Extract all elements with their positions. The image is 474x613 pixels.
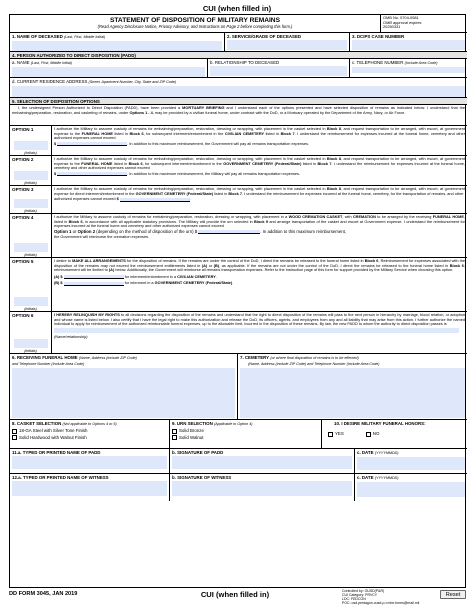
cemetery-cell: 7. CEMETERY (or where final disposition of remains is to be effected) (Name, Address (include ZIP Code) and Telephone Number (Include Area Code) (238, 354, 467, 420)
urn-bronze-checkbox[interactable] (172, 429, 177, 434)
option2-initials-field[interactable] (14, 171, 48, 180)
relationship-field[interactable] (210, 66, 347, 76)
option2-label-cell: OPTION 2 (Initials) (10, 156, 52, 186)
form-subtitle: (Read Agency Disclosure Notice, Privacy Advisory, and Instructions on Page 2 before completing this form.) (97, 24, 293, 29)
dcips-cell (350, 33, 467, 52)
option1-label-cell: OPTION 1 (Initials) (10, 126, 52, 156)
padd-date-field[interactable] (357, 457, 465, 470)
section5-heading: 5. SELECTION OF DISPOSITION OPTIONS (12, 98, 100, 104)
funeral-home-field[interactable] (12, 368, 235, 418)
option3-label: OPTION 3 (12, 187, 34, 192)
new-padd-field[interactable] (54, 328, 459, 333)
witness-date-cell: c. DATE (YYYYMMDD) (355, 474, 467, 501)
cemetery-field[interactable] (240, 368, 465, 418)
honors-cell: 10. I DESIRE MILITARY FUNERAL HONORS: YES NO (322, 420, 467, 449)
option4-label: OPTION 4 (12, 215, 34, 220)
option6-text: I HEREBY RELINQUISH MY RIGHTS to all decisions regarding the disposition of the remains and understand that the right to direct disposition of the remains will pass to the next person in hierarchy by marriage, blood relation, or adoption and whose name is listed below. I also certify that I have the legal right to make this authorization and release the DoD, its officers, agents, and employees from any and all liability that may arise from this action. I further authorize the named individual to apply for reimbursement of the authorized reimbursable funeral expenses, up to the allowable limit, incurred in the disposition of these remains. By law, the new PADD to whom the authority to direct disposition passes is (Name/relationship) (52, 312, 467, 354)
option2-amount-field[interactable] (57, 172, 127, 176)
control-markings: Controlled by: OUSD(P&R) CUI Category: PRVCY LDC: FEDCON POC: osd.pentagon.ousd-p-r.mbx.forms@mail.mil (342, 589, 420, 605)
option6-label-cell: OPTION 6 (Initials) (10, 312, 52, 354)
name-deceased-label: 1. NAME OF DECEASED (12, 34, 63, 39)
witness-signature-label: b. SIGNATURE OF WITNESS (172, 475, 232, 480)
option4-text: I authorize the Military to assume custody of remains for embalming/preparation, restoration, dressing or wrapping, with placement in a WOOD CREMATION CASKET, with CREMATION to be arranged by the receiving FUNERAL HOME, listed in Block 6, in accordance with all applicable statutory provisions. The Military will provide the urn selected in Block 9 and arrange transportation of the casket and escort at Government expense. I understand the reimbursement for expenses incurred at the funeral home and cemetery and other authorized expenses cannot exceed Option 1 or Option 2 (depending on the method of disposition of the urn) $ . In addition to this maximum reimbursement, the Government will reimburse the cremation expenses. (52, 214, 467, 258)
option5b-amount-field[interactable] (64, 282, 124, 286)
option2-text: I authorize the Military to assume custody of remains for embalming/preparation, restoration, dressing or wrapping, with placement in the casket selected in Block 8, and request transportation to be arranged, with escort, at government expense to the FUNERAL HOME listed in Block 6, for subsequent interment/entombment in the GOVERNMENT CEMETERY (Federal/State) listed in Block 7. I understand the reimbursement for expenses incurred at the funeral home, cemetery and other authorized expenses cannot exceed $ . In addition to this maximum reimbursement, the Military will pay all remains transportation expenses. (52, 156, 467, 186)
telephone-label: c. TELEPHONE NUMBER (352, 60, 404, 65)
dcips-field[interactable] (352, 40, 465, 50)
section5-intro: I, the undersigned Person Authorized to Direct Disposition (PADD), have been provided a MORTUARY BRIEFING and I understand each of the options presented and have selected disposition of remains as indicated below. I understand that the embalming/preparation, restoration, and casketing of remains, under Options 1 - 4, may be provided by a civilian funeral home, under contract with the DoD, or a Mortuary operated by the Department of the Army, Navy, or Air Force. (10, 105, 467, 126)
padd-heading-cell (10, 52, 467, 59)
witness-signature-cell (170, 474, 355, 501)
option4-label-cell: OPTION 4 (Initials) (10, 214, 52, 258)
name-deceased-cell: 1. NAME OF DECEASED (Last, First, Middle Initial) (10, 33, 225, 52)
option4-initials-field[interactable] (14, 243, 48, 252)
padd-printed-name-field[interactable] (12, 456, 167, 469)
address-label: d. CURRENT RESIDENCE ADDRESS (12, 79, 88, 84)
relationship-cell (208, 59, 350, 78)
witness-printed-name-label: 12.a. TYPED OR PRINTED NAME OF WITNESS (12, 475, 109, 480)
urn-selection-cell: 9. URN SELECTION (Applicable to Option 4) Solid Bronze Solid Walnut (170, 420, 322, 449)
address-cell: d. CURRENT RESIDENCE ADDRESS (Street, Apartment Number, City, State and ZIP Code) (10, 78, 467, 98)
option4-amount-field[interactable] (198, 230, 260, 234)
telephone-cell: c. TELEPHONE NUMBER (Include Area Code) (350, 59, 467, 78)
witness-printed-name-cell (10, 474, 170, 501)
funeral-home-label: 6. RECEIVING FUNERAL HOME (12, 355, 78, 360)
padd-name-label: a. NAME (12, 60, 30, 65)
cui-top-banner: CUI (when filled in) (202, 4, 272, 13)
option5-text: I desire to MAKE ALL ARRANGEMENTS for the disposition of remains. If the remains are under the control of the DoD, I direct the remains be released to the funeral home listed in Block 6. Reimbursement for expenses associated with the disposition of the remains may not exceed the reimbursement entitlements listed in (A) or (B), as applicable. If the remains are not under the control of the DoD, I direct the remains be released to the funeral home listed in Block 6; reimbursement will be limited to (A) below. Additionally, the Government will reimburse all remains transportation expenses. Refer to the instruction page of this form for support provided by the Military Service when choosing this option. (A) $ for interment/entombment in a CIVILIAN CEMETERY. (B) $ for interment in a GOVERNMENT CEMETERY (Federal/State). (52, 258, 467, 312)
form-frame (9, 14, 466, 588)
witness-signature-field[interactable] (172, 481, 352, 496)
reset-button[interactable]: Reset (440, 590, 466, 599)
form-title: STATEMENT OF DISPOSITION OF MILITARY REMAINS (110, 17, 280, 24)
honors-no-checkbox[interactable] (366, 432, 371, 437)
option1-text: I authorize the Military to assume custody of remains for embalming/preparation, restoration, dressing or wrapping, with placement in the casket selected in Block 8, and request transportation to be arranged, with escort, at government expense to the FUNERAL HOME listed in Block 6, for subsequent interment/entombment in the CIVILIAN CEMETERY listed in Block 7. I understand the reimbursement for expenses incurred at the funeral home, cemetery and other authorized expenses cannot exceed $ . In addition to this maximum reimbursement, the Government will pay all remains transportation expenses. (52, 126, 467, 156)
form-id: DD FORM 3045, JAN 2019 (9, 591, 78, 597)
option1-amount-field[interactable] (57, 142, 127, 146)
service-grade-label: 2. SERVICE/GRADE OF DECEASED (227, 34, 302, 39)
option3-label-cell: OPTION 3 (Initials) (10, 186, 52, 214)
option3-text: I authorize the Military to assume custody of remains for embalming/preparation, restoration, dressing or wrapping, with placement in the casket selected in Block 8, and request transportation to be arranged, with escort, at government expense for direct interment/entombment in the GOVERNMENT CEMETERY (Federal/State) listed in Block 7. I understand the reimbursement for expenses incurred at the funeral home, cemetery, for the transportation of remains, and other authorized expenses cannot exceed $ . (52, 186, 467, 214)
padd-name-field[interactable] (12, 67, 205, 77)
option5-label-cell: OPTION 5 (Initials) (10, 258, 52, 312)
urn-selection-label: 9. URN SELECTION (172, 421, 213, 426)
name-deceased-field[interactable] (12, 41, 222, 51)
casket-selection-label: 8. CASKET SELECTION (12, 421, 62, 426)
witness-printed-name-field[interactable] (12, 481, 167, 496)
relationship-label: b. RELATIONSHIP TO DECEASED (210, 60, 280, 65)
dcips-label: 3. DCIPS CASE NUMBER (352, 34, 405, 39)
omb-date: 20250331 (383, 24, 401, 30)
service-grade-cell (225, 33, 350, 52)
funeral-home-cell: 6. RECEIVING FUNERAL HOME (Name, Address (include ZIP Code) and Telephone Number (Include Area Code) (10, 354, 238, 420)
option2-label: OPTION 2 (12, 157, 34, 162)
padd-date-label: c. DATE (357, 450, 374, 455)
honors-yes-checkbox[interactable] (328, 432, 333, 437)
section5-heading-cell (10, 98, 467, 105)
cemetery-label: 7. CEMETERY (240, 355, 270, 360)
omb-block (381, 15, 467, 33)
urn-walnut-checkbox[interactable] (172, 435, 177, 440)
witness-date-field[interactable] (357, 482, 465, 497)
option3-amount-field[interactable] (120, 198, 190, 202)
option6-label: OPTION 6 (12, 313, 34, 318)
padd-name-cell: a. NAME (Last, First, Middle Initial) (10, 59, 208, 78)
form-header (10, 15, 381, 33)
padd-signature-label: b. SIGNATURE OF PADD (172, 450, 224, 455)
telephone-field[interactable] (352, 67, 465, 73)
cui-bottom-banner: CUI (when filled in) (200, 590, 270, 599)
padd-date-cell: c. DATE (YYYYMMDD) (355, 449, 467, 474)
omb-number: OMB No. 0704-0581 (383, 15, 419, 20)
padd-signature-field[interactable] (172, 456, 352, 469)
option6-initials-field[interactable] (14, 339, 48, 348)
omb-approval: OMB approval expires (383, 19, 422, 25)
option5-initials-field[interactable] (14, 297, 48, 306)
honors-label: 10. I DESIRE MILITARY FUNERAL HONORS: (334, 421, 426, 426)
option5-label: OPTION 5 (12, 259, 34, 264)
padd-signature-cell (170, 449, 355, 474)
padd-printed-name-cell (10, 449, 170, 474)
service-grade-field[interactable] (227, 40, 347, 50)
padd-heading: 4. PERSON AUTHORIZED TO DIRECT DISPOSITION (PADD) (12, 52, 136, 58)
casket-selection-cell: 8. CASKET SELECTION (Not applicable to Options 4 or 5) 18-GA Steel with Silver Tone Finish Solid Hardwood with Walnut Finish (10, 420, 170, 449)
option3-initials-field[interactable] (14, 199, 48, 208)
option1-initials-field[interactable] (14, 141, 48, 150)
option5a-amount-field[interactable] (64, 275, 124, 279)
casket-steel-checkbox[interactable] (12, 429, 17, 434)
casket-hardwood-checkbox[interactable] (12, 435, 17, 440)
witness-date-label: c. DATE (357, 475, 374, 480)
padd-printed-name-label: 11.a. TYPED OR PRINTED NAME OF PADD (12, 450, 101, 455)
option1-label: OPTION 1 (12, 127, 34, 132)
address-field[interactable] (12, 86, 465, 97)
